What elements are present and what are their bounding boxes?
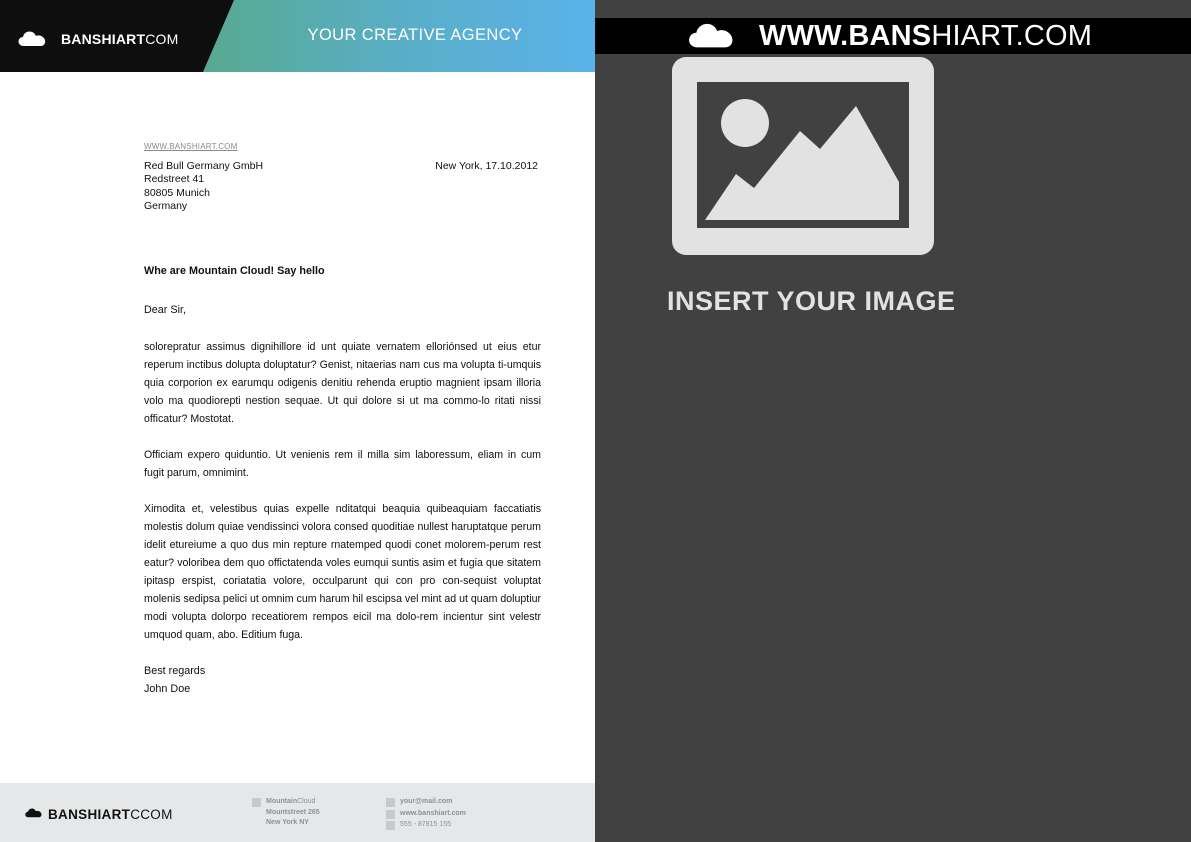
body-paragraph: Ximodita et, velestibus quias expelle nditatqui beaquia quibeaquiam faccatiatis molestis dolum quiae vendissinci volora consed quoditiae nullest haruptatque perum idelit etureiume a quo dus min repture rnatemped quodi conet molorem-perum rest eatur? voloribea dem quo offictatenda voles eumqui suntis asim et fugia que sitatem ipitasp erspist, coriatatia volore, occulparunt qui con pro con-sequist voluptat molenis sedipsa pelici ut omnim cum harum hil escipsa vel mint ad ut quam doluptiur modi volupta dolorpo receatiorem rempos eicil ma dolo-rem incientur sint velestr umquod quam, abo. Editium fuga. xyxy=(144,503,541,641)
insert-image-label: INSERT YOUR IMAGE xyxy=(667,286,956,316)
header-logo-light: COM xyxy=(145,31,179,47)
location-icon xyxy=(252,798,261,807)
letter-date: New York, 17.10.2012 xyxy=(435,160,538,172)
header-logo-text xyxy=(61,31,179,47)
footer-city: New York NY xyxy=(266,819,309,826)
closing-phrase: Best regards xyxy=(144,665,206,677)
footer-logo xyxy=(25,805,173,823)
footer-logo-text xyxy=(48,807,173,822)
image-placeholder-icon[interactable] xyxy=(672,57,934,260)
footer-street: Mountstreet 265 xyxy=(266,808,320,816)
recipient-line: Redstreet 41 xyxy=(144,173,205,186)
footer-company xyxy=(266,797,320,808)
body-paragraph: Officiam expero quiduntio. Ut venienis rem il milla sim laboressum, eliam in cum fugit parum, omnimint. xyxy=(144,449,541,479)
url-banner xyxy=(595,18,1191,54)
cloud-icon xyxy=(25,805,42,823)
cloud-icon xyxy=(688,23,734,54)
footer-web[interactable]: www.banshiart.com xyxy=(400,809,466,817)
cloud-icon xyxy=(18,31,46,47)
recipient-line: Red Bull Germany GmbH xyxy=(144,160,264,172)
footer-phone-row xyxy=(386,820,466,831)
sender-website: WWW.BANSHIART.COM xyxy=(144,142,238,151)
letter-salutation: Dear Sir, xyxy=(144,304,187,316)
banner-url-light: HIART.COM xyxy=(931,20,1093,52)
tagline: YOUR CREATIVE AGENCY xyxy=(307,26,523,44)
footer-company-bold: Mountain xyxy=(266,798,298,805)
footer-company-light: Cloud xyxy=(297,798,316,805)
footer-email-row xyxy=(386,797,466,808)
footer-logo-bold: BANSHIART xyxy=(48,806,131,822)
footer-logo-light: CCOM xyxy=(130,806,173,822)
footer-web-row xyxy=(386,809,466,820)
globe-icon xyxy=(386,810,395,819)
image-page xyxy=(595,0,1191,842)
footer-address xyxy=(252,797,320,829)
body-paragraph: solorepratur assimus dignihillore id unt quiate vernatem elloriónsed ut eius etur reperum inctibus dolupta doluptatur? Genist, nitaerias nam cus ma volupta ti-umquis quia corporion ex earumqu odigenis denitiu rehenda eruptio magnient ipsam illoria volo ma quodiorepti nestion sequae. Ut qui dolore si ut ma commo-lo ritati nissi officatur? Mostotat. xyxy=(144,341,541,425)
mail-icon xyxy=(386,798,395,807)
recipient-line: 80805 Munich xyxy=(144,186,210,199)
header-logo-bold: BANSHIART xyxy=(61,31,146,47)
footer-phone: 555 - 87815 155 xyxy=(400,821,451,828)
letter-closing xyxy=(144,662,205,698)
letter-subject: Whe are Mountain Cloud! Say hello xyxy=(144,265,325,277)
signature-name: John Doe xyxy=(144,683,191,695)
letterhead-page xyxy=(0,0,595,842)
recipient-line: Germany xyxy=(144,200,188,213)
recipient-address xyxy=(144,160,263,214)
banner-url xyxy=(759,18,1092,54)
footer-address-row xyxy=(252,797,320,829)
footer-contact xyxy=(386,797,466,832)
footer-address-text xyxy=(266,797,320,829)
footer-email[interactable]: your@mail.com xyxy=(400,798,453,805)
header-logo xyxy=(18,31,179,47)
banner-url-bold: WWW.BANS xyxy=(759,20,932,52)
phone-icon xyxy=(386,821,395,830)
